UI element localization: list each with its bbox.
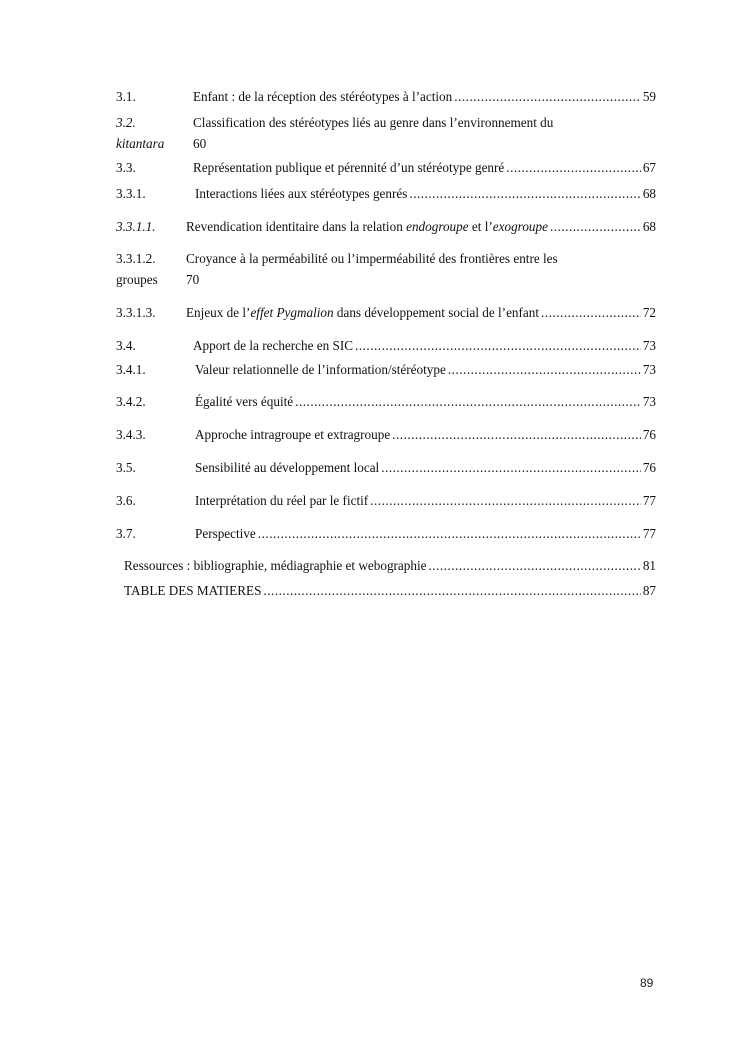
leader-dots xyxy=(448,359,641,381)
leader-dots xyxy=(550,216,641,238)
toc-entry-3-3-1-1[interactable] xyxy=(116,216,656,238)
toc-page: 87 xyxy=(642,583,656,598)
toc-page: 72 xyxy=(642,305,656,320)
toc-title: Croyance à la perméabilité ou l’imperméabilité des frontières entre les xyxy=(186,251,558,266)
leader-dots xyxy=(454,86,641,108)
toc-title: Enfant : de la réception des stéréotypes à l’action xyxy=(193,89,453,104)
toc-entry-3-4-3[interactable] xyxy=(116,424,656,446)
toc-entry-3-1[interactable] xyxy=(116,86,656,110)
toc-page: 76 xyxy=(642,427,656,442)
leader-dots xyxy=(428,555,640,577)
toc-page: 77 xyxy=(642,493,656,508)
toc-entry-3-7[interactable] xyxy=(116,523,656,545)
leader-dots xyxy=(392,424,641,446)
toc-entry-3-3-1-3[interactable] xyxy=(116,302,656,324)
toc-number: 3.3.1.2. xyxy=(116,251,156,266)
toc-number: 3.6. xyxy=(116,493,136,508)
leader-dots xyxy=(370,490,641,512)
toc-title: Interprétation du réel par le fictif xyxy=(195,493,369,508)
toc-entry-table-des-matieres[interactable] xyxy=(116,580,656,602)
toc-page: 68 xyxy=(642,186,656,201)
toc-number: 3.4.3. xyxy=(116,427,146,442)
toc-number: 3.3.1.1. xyxy=(116,219,156,234)
toc-number-continuation: groupes xyxy=(116,272,158,287)
toc-page: 60 xyxy=(193,136,207,151)
toc-title: Enjeux de l’effet Pygmalion dans développement social de l’enfant xyxy=(186,305,540,320)
toc-number: 3.3.1. xyxy=(116,186,146,201)
toc-entry-3-3[interactable] xyxy=(116,157,656,179)
toc-title: Approche intragroupe et extragroupe xyxy=(195,427,391,442)
toc-title: Revendication identitaire dans la relation endogroupe et l’exogroupe xyxy=(186,219,548,234)
toc-title: Égalité vers équité xyxy=(195,394,294,409)
toc-page: 70 xyxy=(186,272,200,287)
toc-number: 3.3.1.3. xyxy=(116,305,156,320)
toc-number: 3.1. xyxy=(116,89,136,104)
toc-title: Classification des stéréotypes liés au genre dans l’environnement du xyxy=(193,115,554,130)
table-of-contents xyxy=(116,86,656,602)
toc-entry-3-2[interactable] xyxy=(116,112,656,154)
toc-title: TABLE DES MATIERES xyxy=(124,583,262,598)
toc-title: Perspective xyxy=(195,526,256,541)
toc-number: 3.2. xyxy=(116,115,136,130)
toc-entry-3-4[interactable] xyxy=(116,335,656,357)
toc-number: 3.5. xyxy=(116,460,136,475)
leader-dots xyxy=(355,335,641,357)
toc-number: 3.4.1. xyxy=(116,362,146,377)
toc-page: 73 xyxy=(642,394,656,409)
leader-dots xyxy=(258,523,641,545)
toc-number: 3.4. xyxy=(116,338,136,353)
toc-title: Interactions liées aux stéréotypes genrés xyxy=(195,186,408,201)
toc-page: 68 xyxy=(642,219,656,234)
toc-page: 76 xyxy=(642,460,656,475)
toc-entry-ressources[interactable] xyxy=(116,555,656,577)
toc-entry-3-6[interactable] xyxy=(116,490,656,512)
toc-number: 3.3. xyxy=(116,160,136,175)
toc-entry-3-3-1[interactable] xyxy=(116,183,656,205)
toc-number-continuation: kitantara xyxy=(116,136,165,151)
leader-dots xyxy=(541,302,641,324)
leader-dots xyxy=(409,183,640,205)
toc-title: Ressources : bibliographie, médiagraphie et webographie xyxy=(124,558,427,573)
toc-title: Sensibilité au développement local xyxy=(195,460,380,475)
leader-dots xyxy=(506,157,641,179)
toc-entry-3-4-1[interactable] xyxy=(116,359,656,381)
leader-dots xyxy=(263,580,640,602)
toc-title: Représentation publique et pérennité d’un stéréotype genré xyxy=(193,160,505,175)
toc-page: 67 xyxy=(642,160,656,175)
leader-dots xyxy=(295,391,641,413)
toc-page: 81 xyxy=(642,558,656,573)
toc-title: Valeur relationnelle de l’information/stéréotype xyxy=(195,362,446,377)
toc-page: 73 xyxy=(642,338,656,353)
toc-title: Apport de la recherche en SIC xyxy=(193,338,354,353)
page-number: 89 xyxy=(640,976,654,990)
leader-dots xyxy=(381,457,641,479)
toc-entry-3-3-1-2[interactable] xyxy=(116,248,656,290)
toc-number: 3.4.2. xyxy=(116,394,146,409)
toc-entry-3-5[interactable] xyxy=(116,457,656,479)
toc-entry-3-4-2[interactable] xyxy=(116,391,656,413)
toc-page: 59 xyxy=(642,89,656,104)
toc-page: 77 xyxy=(642,526,656,541)
toc-number: 3.7. xyxy=(116,526,136,541)
toc-page: 73 xyxy=(642,362,656,377)
